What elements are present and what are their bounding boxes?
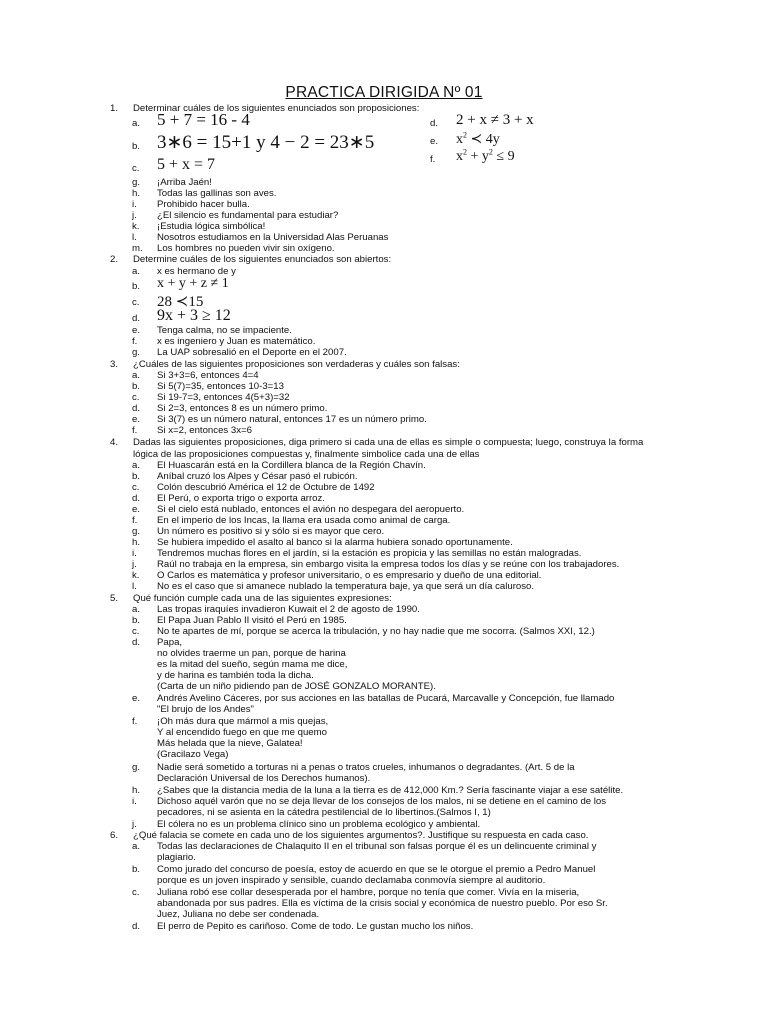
item-text: El Papa Juan Pablo II visitó el Perú en 1985. — [157, 615, 347, 626]
item-text: Nosotros estudiamos en la Universidad Alas Peruanas — [157, 232, 389, 243]
item-label: a. — [132, 266, 141, 277]
item-label: a. — [132, 841, 141, 852]
item-label: i. — [132, 199, 137, 210]
question-text: Determinar cuáles de los siguientes enunciados son proposiciones: — [133, 103, 420, 114]
item-text: Si 3(7) es un número natural, entonces 17 es un número primo. — [157, 414, 427, 425]
item-text: ¿El silencio es fundamental para estudiar? — [157, 210, 339, 221]
item-text: Prohibido hacer bulla. — [157, 199, 250, 210]
item-label: c. — [132, 392, 140, 403]
item-text: El Huascarán está en la Cordillera blanca de la Región Chavín. — [157, 460, 426, 471]
item-label: d. — [132, 637, 141, 648]
item-text: Juliana robó ese collar desesperada por el hambre, porque no tenía que comer. Vivía en la miseria, — [157, 887, 580, 898]
item-label: c. — [132, 163, 140, 174]
item-text: Todas las gallinas son aves. — [157, 188, 277, 199]
item-text: Como jurado del concurso de poesía, estoy de acuerdo en que se le otorgue el premio a Pedro Manuel — [157, 864, 596, 875]
item-text: ¡Oh más dura que mármol a mis quejas, — [157, 716, 329, 727]
item-label: m. — [132, 243, 143, 254]
item-text: La UAP sobresalió en el Deporte en el 2007. — [157, 347, 347, 358]
item-label: i. — [132, 796, 137, 807]
item-text: porque es un joven inspirado y sensible, cuando declamaba conmovía siempre al auditorio. — [157, 875, 546, 886]
item-label: c. — [132, 626, 140, 637]
math-expression: $x^2 + y^2 \le 9$ — [456, 147, 515, 164]
item-label: j. — [132, 210, 137, 221]
item-label: d. — [132, 403, 141, 414]
item-text: Andrés Avelino Cáceres, por sus acciones en las batallas de Pucará, Marcavalle y Concepción, fue llamado — [157, 693, 615, 704]
item-label: b. — [132, 615, 141, 626]
item-text: El cólera no es un problema clínico sino un problema ecológico y ambiental. — [157, 819, 481, 830]
item-text: ¡Arriba Jaén! — [157, 177, 212, 188]
item-label: b. — [132, 281, 141, 292]
item-text: x es hermano de y — [157, 266, 236, 277]
item-label: g. — [132, 177, 141, 188]
item-label: g. — [132, 347, 141, 358]
page-title: PRACTICA DIRIGIDA Nº 01 — [285, 84, 483, 101]
item-text: Si 3+3=6, entonces 4=4 — [157, 370, 259, 381]
item-label: a. — [132, 604, 141, 615]
item-label: e. — [132, 325, 141, 336]
item-label: f. — [430, 154, 436, 165]
item-text: Si el cielo está nublado, entonces el avión no despegara del aeropuerto. — [157, 504, 465, 515]
item-text: Si 5(7)=35, entonces 10-3=13 — [157, 381, 284, 392]
item-label: c. — [132, 482, 140, 493]
item-label: l. — [132, 581, 137, 592]
item-text: Y al encendido fuego en que me quemo — [157, 727, 327, 738]
item-label: e. — [132, 693, 141, 704]
item-label: d. — [132, 493, 141, 504]
item-label: h. — [132, 537, 141, 548]
math-expression: 3∗6 = 15+1 y 4 − 2 = 23∗5 — [157, 132, 375, 153]
item-label: d. — [132, 921, 141, 932]
item-text: Si 19-7=3, entonces 4(5+3)=32 — [157, 392, 290, 403]
item-text: Aníbal cruzó los Alpes y César pasó el rubicón. — [157, 471, 358, 482]
item-text: Tendremos muchas flores en el jardín, si la estación es propicia y las semillas no están malogradas. — [157, 548, 582, 559]
question-text: ¿Qué falacia se comete en cada uno de los siguientes argumentos?. Justifique su respuesta en cada caso. — [133, 830, 589, 841]
item-label: f. — [132, 425, 138, 436]
math-expression: 28 ≺15 — [157, 294, 204, 310]
question-text: Qué función cumple cada una de las siguientes expresiones: — [133, 593, 392, 604]
item-label: a. — [132, 460, 141, 471]
question-number: 4. — [110, 437, 119, 448]
math-expression: 5 + 7 = 16 - 4 — [157, 110, 250, 129]
question-text: Dadas las siguientes proposiciones, diga primero si cada una de ellas es simple o compuesta; luego, construya la forma lógica de las proposiciones compuestas y, finalmente simbolice cada una de ellas — [133, 437, 644, 460]
item-text: plagiario. — [157, 852, 196, 863]
item-text: abandonada por sus padres. Ella es víctima de la crisis social y económica de nuestro pueblo. Por eso Sr. — [157, 898, 608, 909]
item-label: g. — [132, 526, 141, 537]
item-label: d. — [132, 313, 141, 324]
item-label: a. — [132, 370, 141, 381]
item-label: e. — [430, 136, 439, 147]
item-label: b. — [132, 381, 141, 392]
item-text: pecadores, ni se asienta en la cátedra pestilencial de lo libertinos.(Salmos I, 1) — [157, 807, 491, 818]
item-label: b. — [132, 141, 141, 152]
item-label: k. — [132, 221, 140, 232]
item-label: e. — [132, 504, 141, 515]
item-text: Declaración Universal de los Derechos humanos). — [157, 773, 371, 784]
item-text: "El brujo de los Andes" — [157, 704, 254, 715]
item-label: f. — [132, 515, 138, 526]
item-text: es la mitad del sueño, según mama me dice, — [157, 659, 348, 670]
math-expression: x + y + z ≠ 1 — [157, 276, 229, 291]
math-expression: 2 + x ≠ 3 + x — [456, 112, 534, 128]
item-text: En el imperio de los Incas, la llama era usada como animal de carga. — [157, 515, 451, 526]
item-text: ¿Sabes que la distancia media de la luna a la tierra es de 412,000 Km.? Sería fascinante viajar a ese satélite. — [157, 785, 624, 796]
item-label: h. — [132, 188, 141, 199]
item-text: El perro de Pepito es cariñoso. Come de todo. Le gustan mucho los niños. — [157, 921, 474, 932]
item-label: h. — [132, 785, 141, 796]
item-label: g. — [132, 762, 141, 773]
item-label: a. — [132, 118, 141, 129]
item-text: Si x=2, entonces 3x=6 — [157, 425, 252, 436]
question-number: 2. — [110, 254, 119, 265]
item-text: Si 2=3, entonces 8 es un número primo. — [157, 403, 328, 414]
item-text: Más helada que la nieve, Galatea! — [157, 738, 303, 749]
question-text: ¿Cuáles de las siguientes proposiciones son verdaderas y cuáles son falsas: — [133, 359, 460, 370]
item-text: Tenga calma, no se impaciente. — [157, 325, 292, 336]
item-text: Juez, Juliana no debe ser condenada. — [157, 909, 320, 920]
item-text: (Gracilazo Vega) — [157, 749, 229, 760]
item-text: y de harina es también toda la dicha. — [157, 670, 314, 681]
question-text: Determine cuáles de los siguientes enunciados son abiertos: — [133, 254, 392, 265]
item-text: Las tropas iraquíes invadieron Kuwait el 2 de agosto de 1990. — [157, 604, 420, 615]
item-label: c. — [132, 887, 140, 898]
question-number: 3. — [110, 359, 119, 370]
item-text: Papa, — [157, 637, 183, 648]
item-label: j. — [132, 819, 137, 830]
math-expression: $x^2$ ≺ 4y — [456, 130, 500, 147]
item-label: e. — [132, 414, 141, 425]
item-text: Un número es positivo si y sólo si es mayor que cero. — [157, 526, 385, 537]
item-label: j. — [132, 559, 137, 570]
item-text: Los hombres no pueden vivir sin oxígeno. — [157, 243, 335, 254]
item-text: Todas las declaraciones de Chalaquito II en el tribunal son falsas porque él es un delincuente criminal y — [157, 841, 597, 852]
item-text: Colón descubrió América el 12 de Octubre de 1492 — [157, 482, 375, 493]
item-text: No es el caso que si amanece nublado la temperatura baje, ya que será un día caluroso. — [157, 581, 535, 592]
item-text: Dichoso aquél varón que no se deja llevar de los consejos de los malos, ni se detiene en el camino de los — [157, 796, 607, 807]
item-text: Se hubiera impedido el asalto al banco si la alarma hubiera sonado oportunamente. — [157, 537, 513, 548]
item-label: c. — [132, 297, 140, 308]
math-expression: 9x + 3 ≥ 12 — [157, 307, 231, 324]
item-text: Nadie será sometido a torturas ni a penas o tratos crueles, inhumanos o degradantes. (Art. 5 de la — [157, 762, 575, 773]
math-expression: 5 + x = 7 — [157, 156, 216, 173]
item-label: l. — [132, 232, 137, 243]
item-label: d. — [430, 118, 439, 129]
question-number: 1. — [110, 103, 119, 114]
item-label: b. — [132, 471, 141, 482]
item-text: ¡Estudia lógica simbólica! — [157, 221, 266, 232]
item-text: El Perú, o exporta trigo o exporta arroz. — [157, 493, 325, 504]
question-number: 5. — [110, 593, 119, 604]
item-text: x es ingeniero y Juan es matemático. — [157, 336, 316, 347]
item-label: i. — [132, 548, 137, 559]
item-text: O Carlos es matemática y profesor universitario, o es empresario y dueño de una editorial. — [157, 570, 542, 581]
question-number: 6. — [110, 830, 119, 841]
item-label: f. — [132, 716, 138, 727]
item-label: f. — [132, 336, 138, 347]
item-text: No te apartes de mí, porque se acerca la tribulación, y no hay nadie que me socorra. (Salmos XXI, 12.) — [157, 626, 595, 637]
item-text: (Carta de un niño pidiendo pan de JOSÉ GONZALO MORANTE). — [157, 681, 436, 692]
item-text: no olvides traerme un pan, porque de harina — [157, 648, 346, 659]
item-text: Raúl no trabaja en la empresa, sin embargo visita la empresa todos los días y se reúne con los trabajadores. — [157, 559, 620, 570]
item-label: b. — [132, 864, 141, 875]
item-label: k. — [132, 570, 140, 581]
